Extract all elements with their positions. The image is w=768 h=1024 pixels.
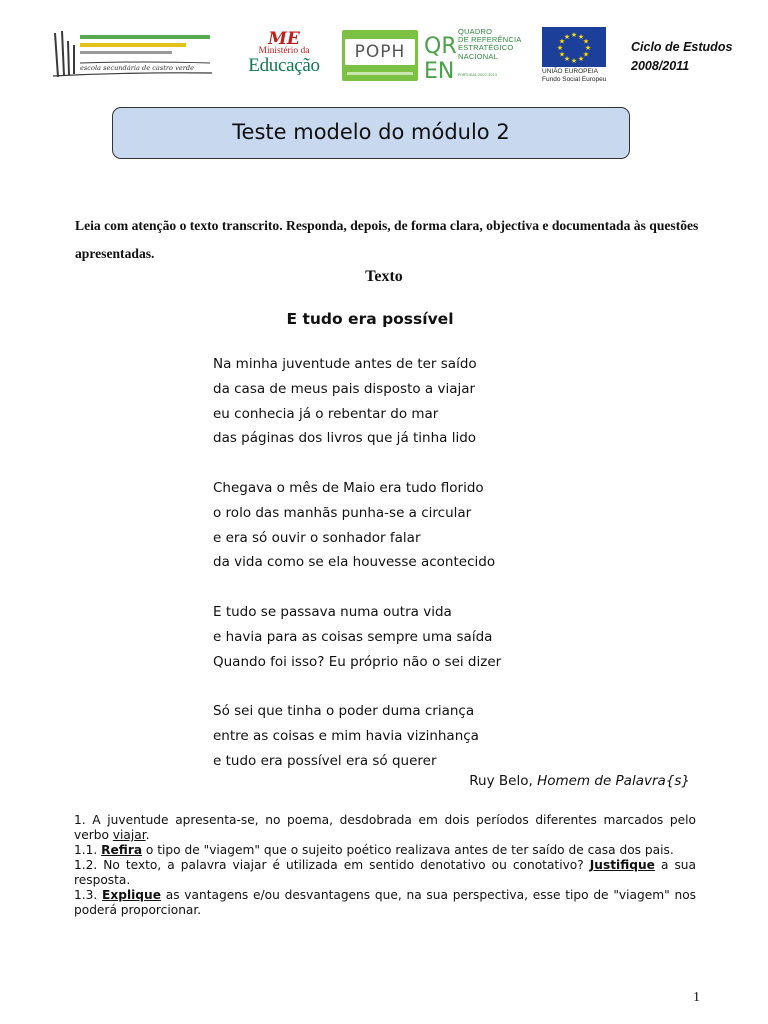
- svg-text:★: ★: [570, 31, 578, 39]
- poph-logo-strip: [347, 72, 413, 75]
- keyword-refira: Refira: [101, 843, 143, 857]
- ciclo-label: [631, 38, 732, 76]
- poem-line: da casa de meus pais disposto a viajar: [213, 380, 476, 397]
- ministry-small-text: Ministério da: [258, 46, 310, 56]
- qren-text: QUADRO DE REFERÊNCIA ESTRATÉGICO NACIONAL: [458, 27, 522, 61]
- questions: [74, 813, 696, 918]
- work-title: Homem de Palavra{s}: [537, 773, 690, 789]
- keyword-justifique: Justifique: [589, 858, 655, 872]
- ciclo-label-text: Ciclo de Estudos: [631, 40, 733, 54]
- poem-line: Chegava o mês de Maio era tudo florido: [213, 479, 484, 496]
- poem-title: E tudo era possível: [286, 310, 454, 328]
- texto-label: Texto: [365, 268, 403, 285]
- ministry-mark: ME: [268, 29, 300, 49]
- poem-line: E tudo se passava numa outra vida: [213, 603, 452, 620]
- poem-line: eu conhecia já o rebentar do mar: [213, 405, 439, 422]
- qren-mark-icon: [424, 28, 456, 82]
- qren-subtext: PORTUGAL 2007-2013: [458, 73, 497, 77]
- poem-stanza: [213, 699, 501, 773]
- question-1: 1. A juventude apresenta-se, no poema, desdobrada em dois períodos diferentes marcados pelo verbo viajar.: [74, 813, 696, 842]
- poph-logo: [342, 30, 418, 81]
- svg-text:★: ★: [582, 50, 590, 59]
- instructions: Leia com atenção o texto transcrito. Responda, depois, de forma clara, objectiva e documentada às questões apresentadas.: [75, 218, 699, 261]
- eu-logo: [540, 27, 616, 83]
- poem-line: Na minha juventude antes de ter saído: [213, 356, 477, 372]
- ciclo-years: 2008/2011: [631, 59, 690, 73]
- poem: [213, 352, 501, 774]
- svg-text:★: ★: [563, 33, 571, 41]
- ministry-logo: [236, 29, 332, 80]
- svg-text:★: ★: [582, 37, 590, 46]
- poem-line: entre as coisas e mim havia vizinhança: [213, 727, 479, 744]
- keyword-viajar: viajar: [112, 828, 146, 842]
- svg-text:★: ★: [558, 50, 566, 59]
- qren-logo: [424, 28, 534, 82]
- poem-line: Quando foi isso? Eu próprio não o sei dizer: [213, 653, 502, 670]
- ministry-big-text: Educação: [248, 55, 320, 76]
- svg-text:★: ★: [584, 44, 592, 52]
- question-1-3: 1.3. Explique as vantagens e/ou desvantagens que, na sua perspectiva, esse tipo de "viagem" nos poderá proporcionar.: [74, 888, 696, 917]
- poem-line: da vida como se ela houvesse acontecido: [213, 554, 496, 571]
- poem-stanza: [213, 600, 501, 674]
- eu-flag-icon: [542, 27, 606, 67]
- keyword-explique: Explique: [102, 888, 161, 902]
- svg-text:★: ★: [556, 44, 564, 52]
- poem-line: e era só ouvir o sonhador falar: [213, 529, 421, 546]
- svg-text:QR: QR: [424, 34, 456, 59]
- poem-line: o rolo das manhãs punha-se a circular: [213, 504, 472, 521]
- eu-text: UNIÃO EUROPEIA Fundo Social Europeu: [542, 68, 607, 83]
- svg-text:★: ★: [577, 33, 585, 41]
- school-logo-text: escola secundária de castro verde: [80, 64, 194, 72]
- page-title: Teste modelo do módulo 2: [112, 107, 630, 159]
- poem-attribution: [469, 773, 690, 789]
- svg-text:★: ★: [558, 37, 566, 46]
- poem-stanza: [213, 476, 501, 575]
- poem-line: das páginas dos livros que já tinha lido: [213, 430, 477, 447]
- author-name: Ruy Belo,: [469, 773, 533, 789]
- poem-line: e tudo era possível era só querer: [213, 752, 437, 769]
- svg-text:EN: EN: [424, 59, 455, 82]
- school-logo: [52, 27, 216, 81]
- question-1-1: 1.1. Refira o tipo de "viagem" que o sujeito poético realizava antes de ter saído de casa dos pais.: [74, 843, 674, 857]
- svg-text:★: ★: [570, 57, 578, 65]
- poem-line: e havia para as coisas sempre uma saída: [213, 628, 493, 645]
- poph-logo-text: POPH: [345, 39, 415, 65]
- svg-text:★: ★: [563, 55, 571, 63]
- question-1-2: 1.2. No texto, a palavra viajar é utilizada em sentido denotativo ou conotativo? Justifique a sua resposta.: [74, 858, 696, 887]
- poem-stanza: [213, 352, 501, 451]
- svg-text:★: ★: [577, 55, 585, 63]
- page-number: 1: [693, 990, 700, 1005]
- poem-line: Só sei que tinha o poder duma criança: [213, 703, 475, 720]
